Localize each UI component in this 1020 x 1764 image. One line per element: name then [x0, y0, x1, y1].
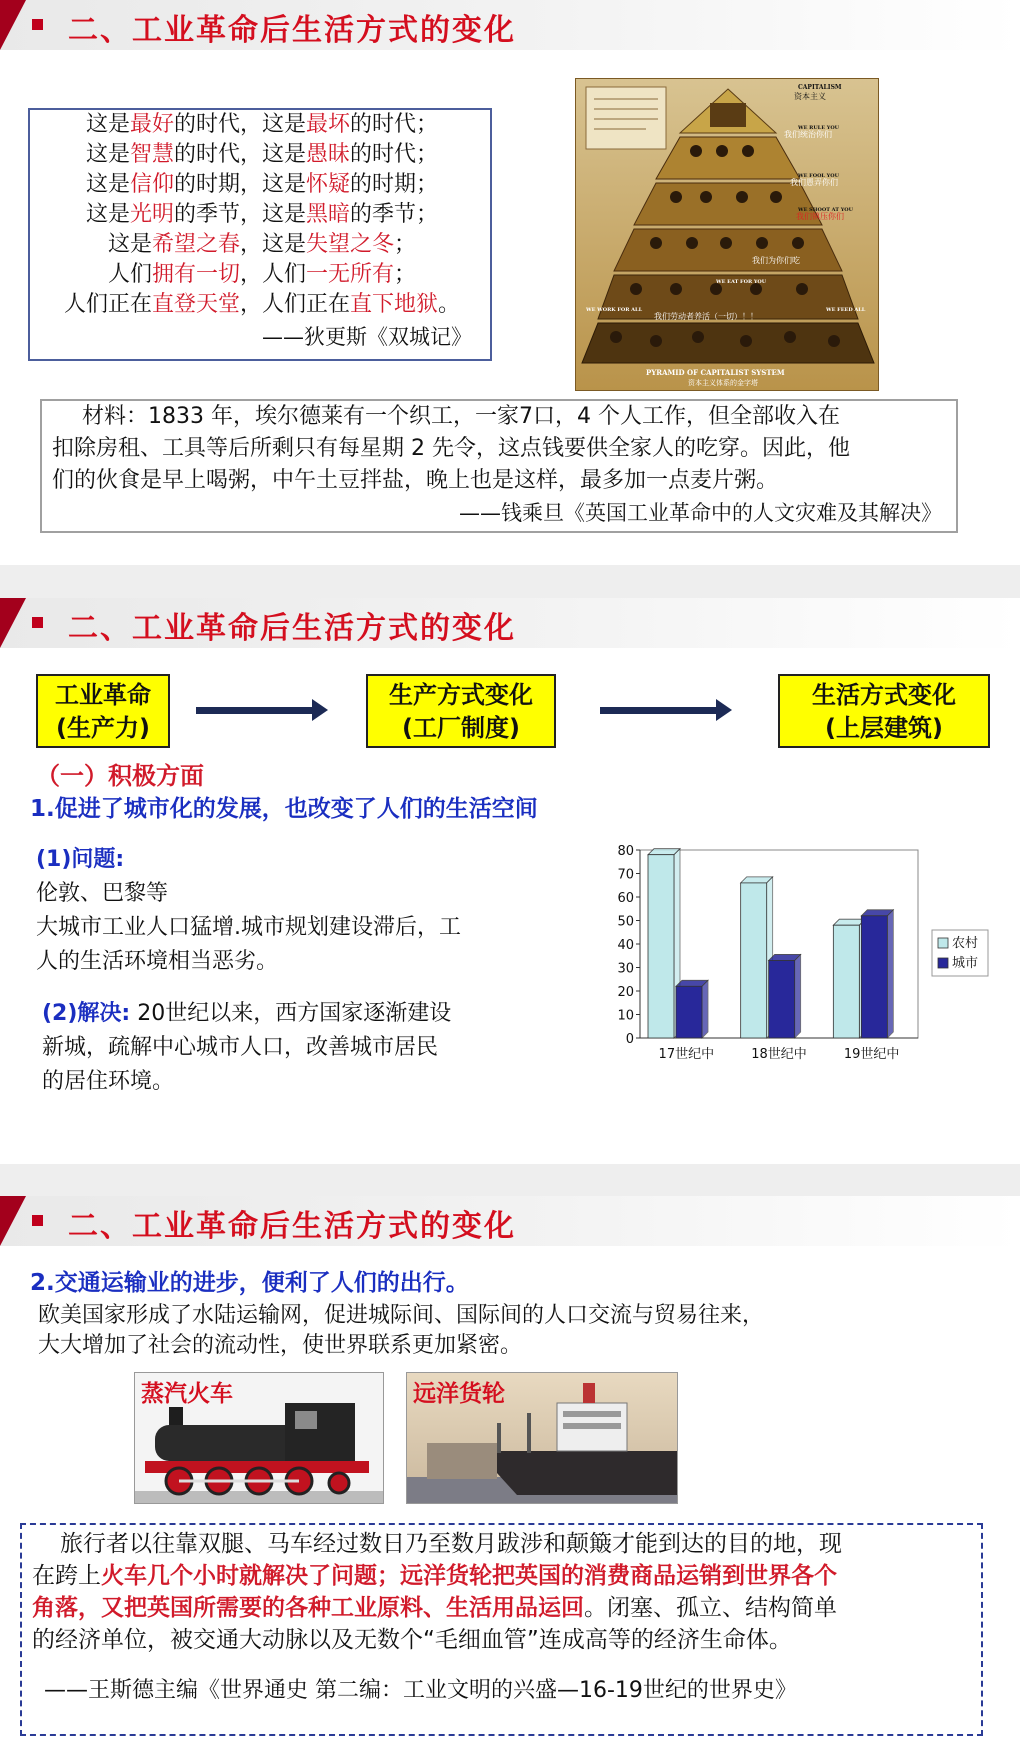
- poster-text: WE EAT FOR YOU: [716, 279, 767, 285]
- poem-citation: ——狄更斯《双城记》: [262, 325, 472, 349]
- y-tick-label: 80: [617, 844, 634, 859]
- bar: [741, 883, 767, 1038]
- solution-line: 的居住环境。: [42, 1069, 175, 1094]
- steam-train-caption: 蒸汽火车: [141, 1381, 233, 1407]
- poster-footer-cn: 资本主义体系的金字塔: [688, 379, 758, 387]
- problem-label: (1)问题:: [36, 847, 125, 872]
- header-bullet-icon: [32, 1215, 43, 1226]
- flow-arrow-icon: [196, 707, 314, 714]
- bar-side: [702, 980, 708, 1038]
- y-tick-label: 50: [617, 914, 634, 930]
- slide-1: [0, 0, 1020, 565]
- section-header: [0, 1196, 1020, 1246]
- bar-side: [887, 910, 893, 1038]
- poster-text: 资本主义: [794, 92, 826, 101]
- poster-text: WE FEED ALL: [826, 307, 866, 313]
- legend-swatch: [938, 958, 948, 968]
- point-urbanization: 1.促进了城市化的发展，也改变了人们的生活空间: [30, 796, 538, 822]
- poem-line: 这是最好的时代，这是最坏的时代；: [85, 112, 439, 137]
- material-line: 扣除房租、工具等后所剩只有每星期 2 先令，这点钱要供全家人的吃穿。因此，他: [52, 436, 850, 461]
- cargo-ship-caption: 远洋货轮: [413, 1381, 505, 1407]
- y-tick-label: 0: [625, 1032, 634, 1047]
- poster-text: 我们劳动者养活（一切）！！: [654, 312, 758, 321]
- flow-box-production-change: 生产方式变化 (工厂制度): [366, 674, 556, 748]
- poster-text: 我们为你们吃: [752, 256, 800, 265]
- poster-text: 我们愚弄你们: [790, 178, 838, 187]
- poster-text: WE WORK FOR ALL: [586, 307, 643, 313]
- poem-line: 这是智慧的时代，这是愚昧的时代；: [85, 142, 439, 167]
- poster-text: WE RULE YOU: [798, 125, 840, 131]
- bar: [769, 960, 795, 1038]
- x-tick-label: 18世纪中: [751, 1047, 807, 1062]
- solution-line: 新城，疏解中心城市人口，改善城市居民: [42, 1035, 439, 1060]
- section-title: 二、工业革命后生活方式的变化: [68, 611, 516, 646]
- urban-rural-bar-chart: [606, 842, 1002, 1082]
- material-citation: ——钱乘旦《英国工业革命中的人文灾难及其解决》: [459, 501, 942, 525]
- header-accent: [0, 0, 26, 50]
- header-bullet-icon: [32, 617, 43, 628]
- poster-text: 我们统治你们: [784, 130, 832, 139]
- transport-body-line: 欧美国家形成了水陆运输网，促进城际间、国际间的人口交流与贸易往来，: [38, 1303, 765, 1328]
- material-box: [40, 399, 958, 533]
- poem-line: 这是希望之春，这是失望之冬；: [107, 232, 417, 257]
- quote-line: 角落，又把英国所需要的各种工业原料、生活用品运回。闭塞、孤立、结构简单: [32, 1595, 837, 1621]
- poem-line: 这是信仰的时期，这是怀疑的时期；: [85, 172, 439, 197]
- world-history-quote-box: [20, 1523, 983, 1736]
- bar-side: [795, 954, 801, 1038]
- x-tick-label: 17世纪中: [658, 1047, 715, 1062]
- problem-line: 伦敦、巴黎等: [36, 881, 169, 906]
- section-title: 二、工业革命后生活方式的变化: [68, 13, 516, 48]
- flow-box-industrial-revolution: 工业革命 (生产力): [36, 674, 170, 748]
- point-transport: 2.交通运输业的进步，便利了人们的出行。: [30, 1270, 469, 1296]
- poster-text: WE SHOOT AT YOU: [798, 207, 854, 213]
- positive-heading: （一）积极方面: [36, 762, 204, 790]
- bar: [861, 916, 887, 1038]
- y-tick-label: 60: [617, 891, 634, 906]
- solution-line: (2)解决: 20世纪以来，西方国家逐渐建设: [42, 1001, 452, 1026]
- legend-label: 城市: [952, 956, 979, 971]
- poem-line: 人们正在直登天堂，人们正在直下地狱。: [63, 292, 461, 317]
- bar: [648, 855, 674, 1038]
- section-header: [0, 598, 1020, 648]
- header-accent: [0, 1196, 26, 1246]
- transport-body-line: 大大增加了社会的流动性，使世界联系更加紧密。: [38, 1333, 523, 1358]
- flow-box-lifestyle-change: 生活方式变化 (上层建筑): [778, 674, 990, 748]
- quote-line: 在跨上火车几个小时就解决了问题；远洋货轮把英国的消费商品运销到世界各个: [32, 1563, 837, 1589]
- x-tick-label: 19世纪中: [843, 1047, 900, 1062]
- y-tick-label: 30: [617, 961, 634, 977]
- problem-line: 大城市工业人口猛增.城市规划建设滞后，工: [36, 915, 461, 940]
- capitalist-pyramid-poster: [575, 78, 879, 391]
- y-tick-label: 70: [617, 867, 634, 883]
- header-bullet-icon: [32, 19, 43, 30]
- slide-gap: [0, 565, 1020, 598]
- dickens-quote-box: [28, 108, 492, 361]
- pyramid-illustration: [576, 79, 879, 391]
- section-title: 二、工业革命后生活方式的变化: [68, 1209, 516, 1244]
- quote-line: 旅行者以往靠双腿、马车经过数日乃至数月跋涉和颠簸才能到达的目的地，现: [60, 1531, 842, 1557]
- slide-gap: [0, 1164, 1020, 1196]
- y-tick-label: 10: [617, 1008, 634, 1024]
- poster-text: WE FOOL YOU: [798, 173, 839, 179]
- problem-line: 人的生活环境相当恶劣。: [36, 949, 279, 974]
- poster-text: 我们镇压你们: [796, 212, 844, 221]
- steam-train-photo: [134, 1372, 384, 1504]
- quote-citation: ——王斯德主编《世界通史 第二编：工业文明的兴盛—16-19世纪的世界史》: [44, 1678, 797, 1703]
- flow-arrow-icon: [600, 707, 718, 714]
- poem-line: 人们拥有一切，人们一无所有；: [107, 262, 417, 287]
- y-tick-label: 20: [617, 985, 634, 1000]
- bar: [676, 986, 702, 1038]
- material-line: 们的伙食是早上喝粥，中午土豆拌盐，晚上也是这样，最多加一点麦片粥。: [52, 468, 779, 493]
- section-header: [0, 0, 1020, 50]
- poster-heading: CAPITALISM: [798, 84, 842, 91]
- poem-line: 这是光明的季节，这是黑暗的季节；: [85, 202, 439, 227]
- legend-label: 农村: [952, 936, 979, 951]
- cargo-ship-photo: [406, 1372, 678, 1504]
- bar: [833, 925, 859, 1038]
- quote-line: 的经济单位，被交通大动脉以及无数个“毛细血管”连成高等的经济生命体。: [32, 1627, 792, 1653]
- header-accent: [0, 598, 26, 648]
- poster-footer-en: PYRAMID OF CAPITALIST SYSTEM: [646, 368, 785, 377]
- slide-2: [0, 598, 1020, 1164]
- y-tick-label: 40: [617, 938, 634, 953]
- material-line: 材料：1833 年，埃尔德莱有一个织工，一家7口，4 个人工作，但全部收入在: [82, 404, 840, 429]
- legend-swatch: [938, 938, 948, 948]
